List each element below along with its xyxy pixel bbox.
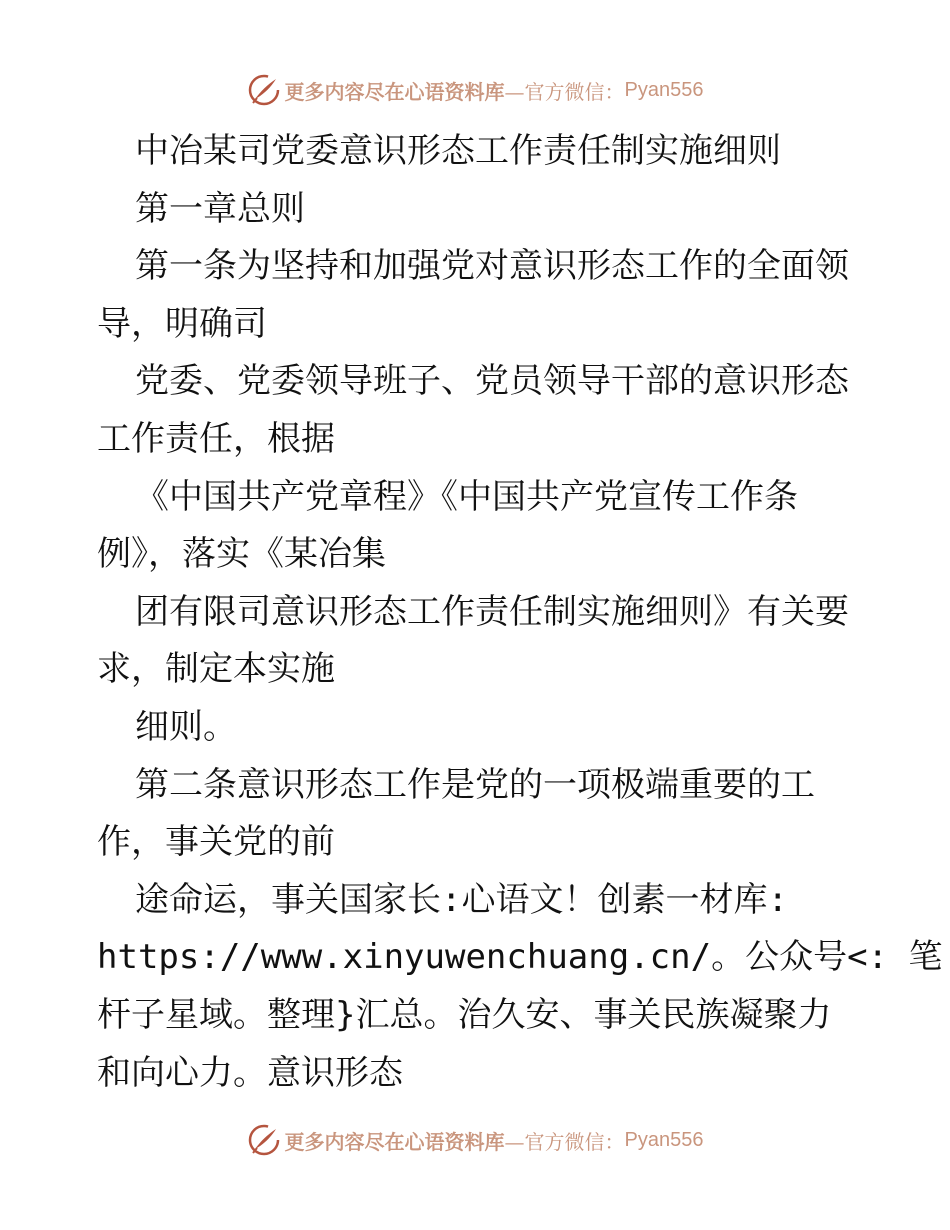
watermark-wechat-id: Pyan556 (624, 1128, 704, 1151)
header-watermark (0, 70, 950, 110)
watermark-brand-text: 更多内容尽在心语资料库 (284, 1129, 505, 1154)
footer-watermark (0, 1120, 950, 1160)
document-line: 第一章总则 (135, 188, 305, 229)
document-line: 第二条意识形态工作是党的一项极端重要的工 (135, 764, 815, 805)
feather-pen-icon (247, 1123, 281, 1157)
document-line: 工作责任，根据 (97, 418, 335, 459)
document-line: 细则。 (135, 706, 237, 747)
document-line: 导，明确司 (97, 303, 267, 344)
feather-pen-icon (247, 73, 281, 107)
document-line: 第一条为坚持和加强党对意识形态工作的全面领 (135, 246, 849, 287)
watermark-wechat-id: Pyan556 (624, 78, 704, 101)
document-body (97, 123, 943, 1102)
document-line: 《中国共产党章程》《中国共产党宣传工作条 (135, 476, 798, 517)
document-line: 例》，落实《某冶集 (97, 534, 386, 575)
watermark-separator-text: —官方微信： (504, 79, 625, 104)
watermark-brand-text: 更多内容尽在心语资料库 (284, 79, 505, 104)
document-line: 党委、党委领导班子、党员领导干部的意识形态 (135, 361, 849, 402)
document-line: 团有限司意识形态工作责任制实施细则》有关要 (135, 591, 849, 632)
document-line: 求，制定本实施 (97, 649, 335, 690)
watermark-separator-text: —官方微信： (504, 1129, 625, 1154)
document-line: 途命运，事关国家长:心语文！创素一材库: (135, 879, 788, 920)
document-line: 杆子星域。整理}汇总。治久安、事关民族凝聚力 (97, 994, 832, 1035)
document-line: 中冶某司党委意识形态工作责任制实施细则 (135, 131, 781, 171)
document-line: 和向心力。意识形态 (97, 1052, 403, 1093)
document-line: 作，事关党的前 (97, 822, 335, 863)
document-line: https://www.xinyuwenchuang.cn/。公众号<: 笔 (97, 937, 943, 978)
